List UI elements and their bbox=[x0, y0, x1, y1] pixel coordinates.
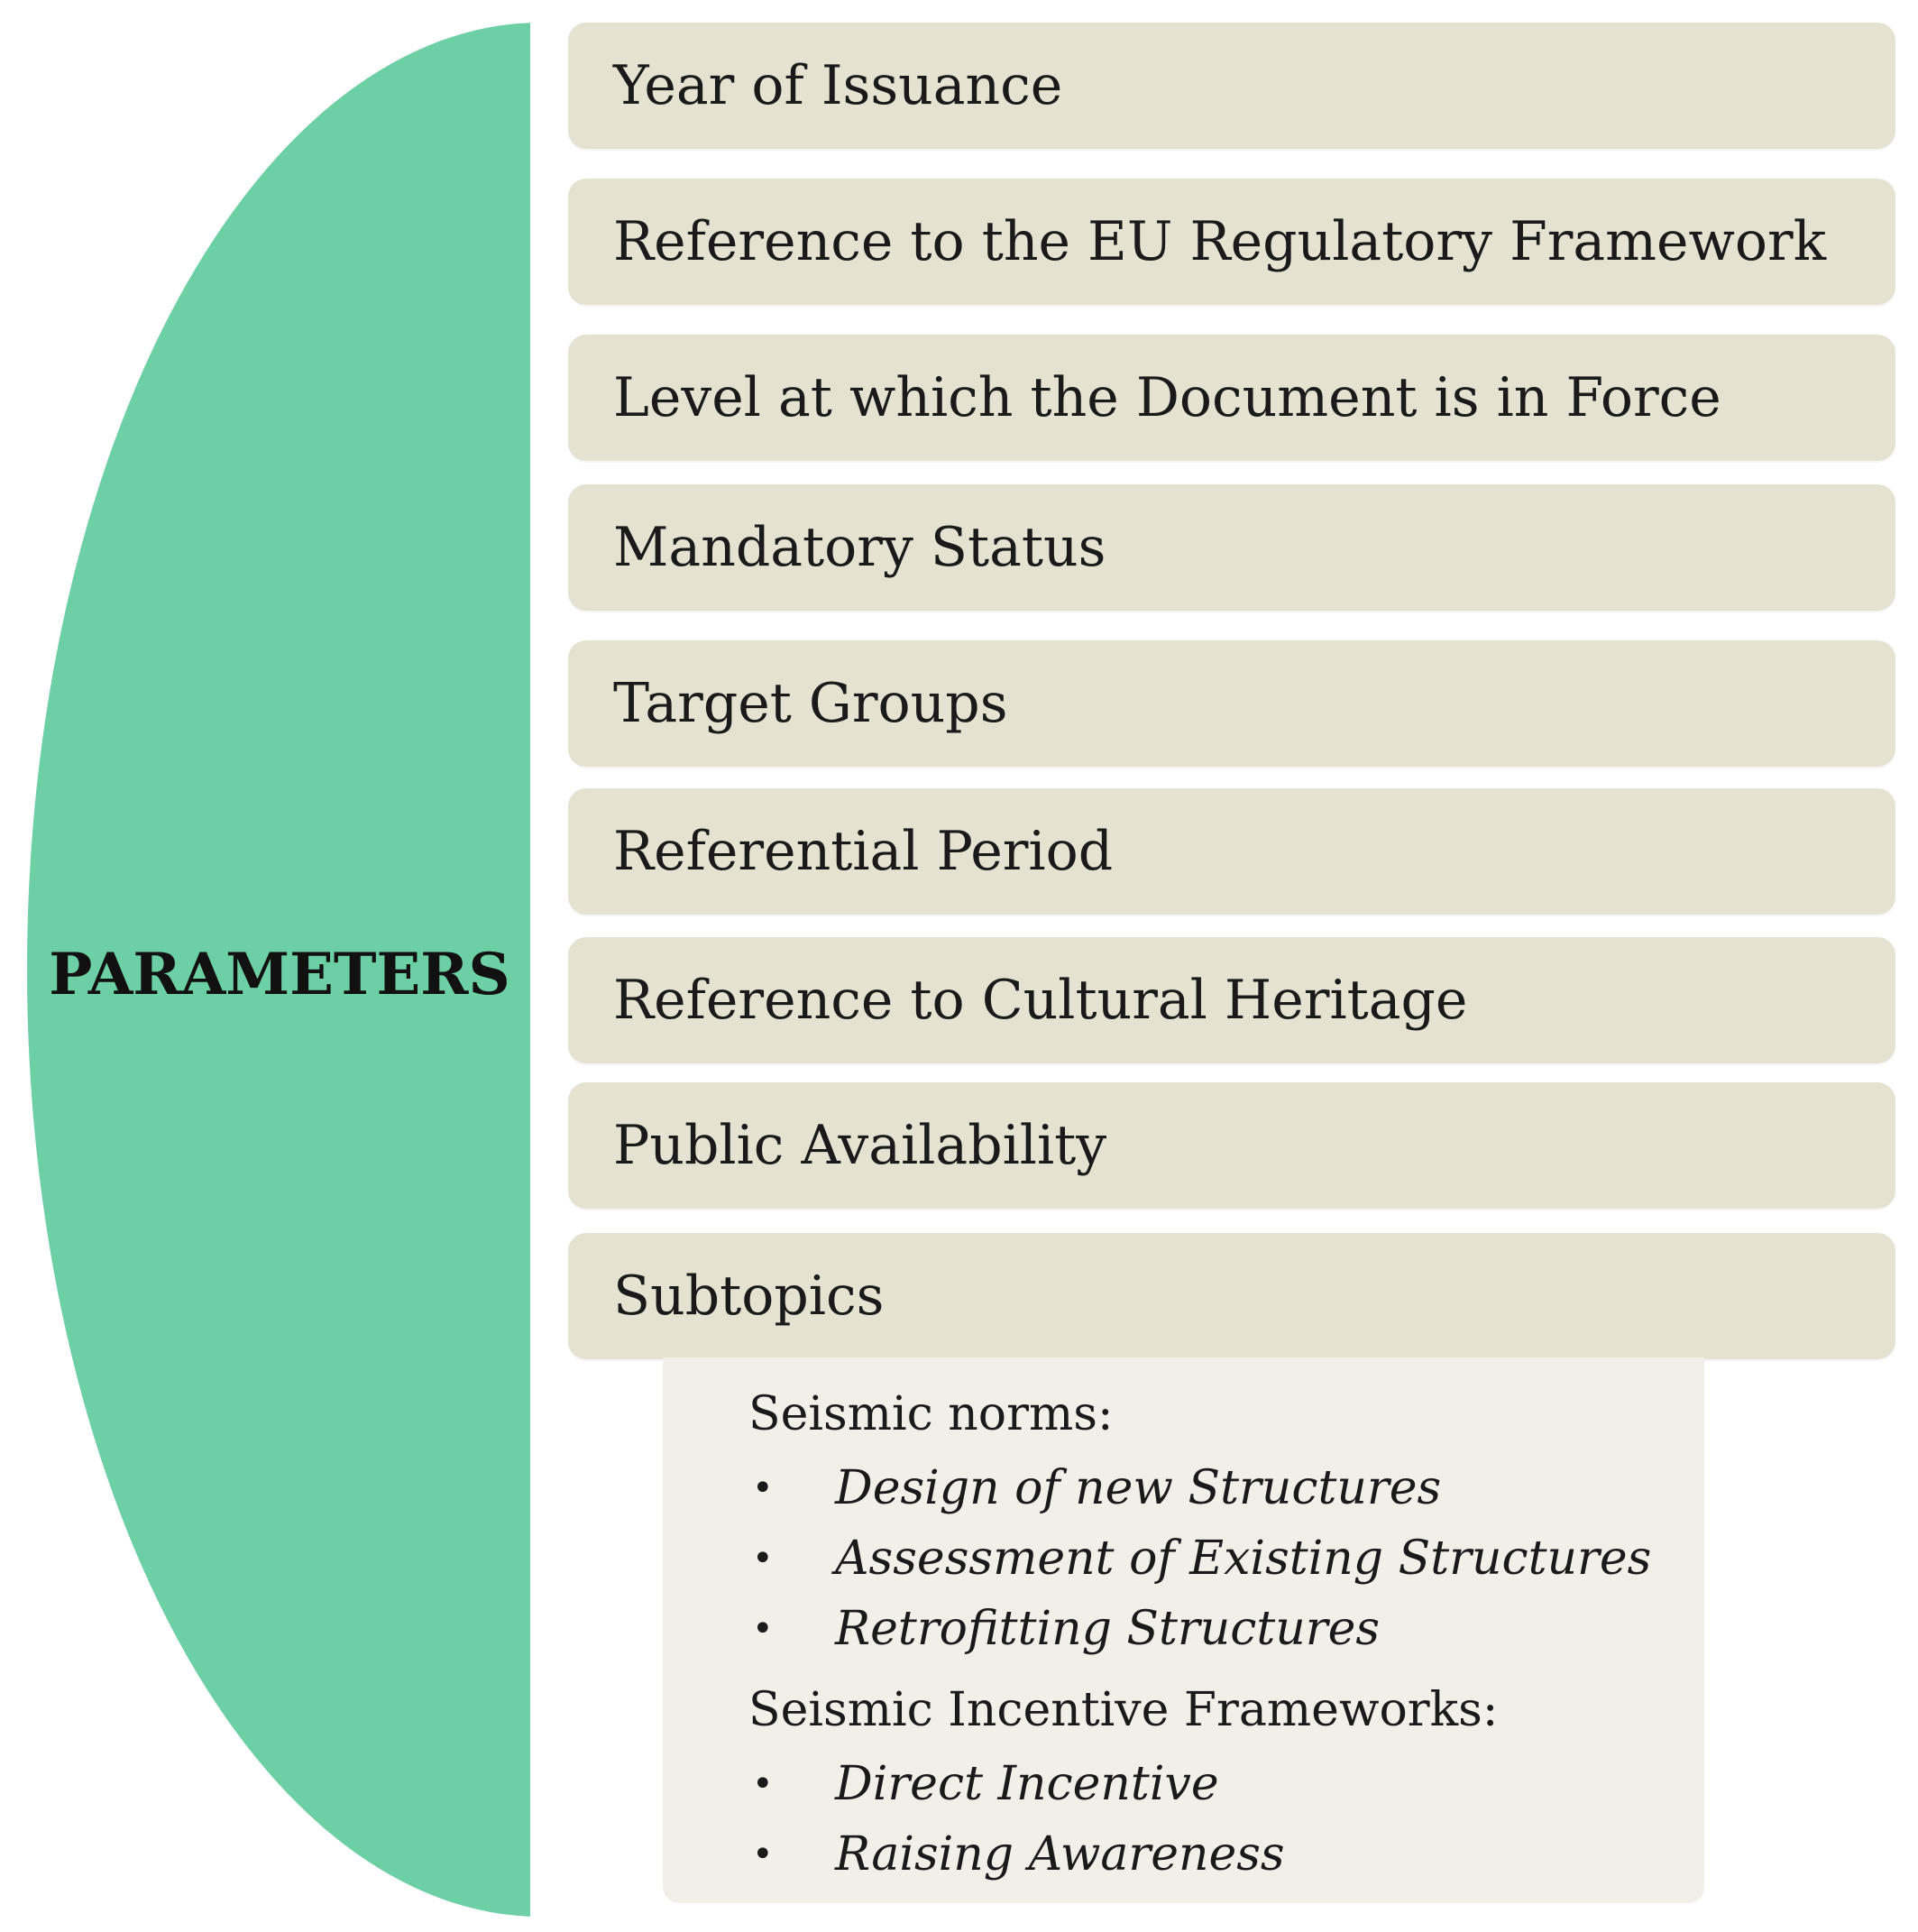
subtopic-group-title: Seismic Incentive Frameworks: bbox=[748, 1683, 1499, 1737]
subtopic-group-seismic-norms bbox=[748, 1385, 1704, 1664]
param-box-target-groups: Target Groups bbox=[568, 640, 1895, 767]
subtopic-group-incentive-frameworks bbox=[748, 1680, 1704, 1890]
subtopic-group-title: Seismic norms: bbox=[748, 1387, 1114, 1441]
subtopic-list-item bbox=[748, 1523, 1704, 1594]
param-box-eu-regulatory-framework: Reference to the EU Regulatory Framework bbox=[568, 179, 1895, 305]
subtopic-item-label: Direct Incentive bbox=[835, 1757, 1219, 1811]
subtopic-list-item bbox=[748, 1749, 1704, 1819]
subtopic-list-item bbox=[748, 1819, 1704, 1890]
param-box-subtopics: Subtopics bbox=[568, 1233, 1895, 1359]
param-box-level-in-force: Level at which the Document is in Force bbox=[568, 335, 1895, 461]
bullet-icon: • bbox=[752, 1763, 774, 1805]
bullet-icon: • bbox=[752, 1467, 774, 1509]
parameters-title: PARAMETERS bbox=[49, 940, 510, 1008]
bullet-icon: • bbox=[752, 1538, 774, 1579]
subtopic-list-item bbox=[748, 1594, 1704, 1664]
subtopic-item-label: Assessment of Existing Structures bbox=[835, 1532, 1652, 1586]
param-box-referential-period: Referential Period bbox=[568, 788, 1895, 915]
subtopic-item-label: Raising Awareness bbox=[835, 1827, 1285, 1881]
subtopic-item-label: Retrofitting Structures bbox=[835, 1602, 1381, 1656]
subtopics-panel bbox=[663, 1357, 1704, 1903]
param-box-public-availability: Public Availability bbox=[568, 1082, 1895, 1209]
param-box-mandatory-status: Mandatory Status bbox=[568, 484, 1895, 611]
subtopic-list bbox=[748, 1453, 1704, 1664]
param-box-year-of-issuance: Year of Issuance bbox=[568, 23, 1895, 149]
subtopic-item-label: Design of new Structures bbox=[835, 1461, 1442, 1515]
subtopic-list-item bbox=[748, 1453, 1704, 1523]
bullet-icon: • bbox=[752, 1608, 774, 1650]
subtopic-list bbox=[748, 1749, 1704, 1890]
param-box-cultural-heritage: Reference to Cultural Heritage bbox=[568, 937, 1895, 1063]
bullet-icon: • bbox=[752, 1834, 774, 1875]
